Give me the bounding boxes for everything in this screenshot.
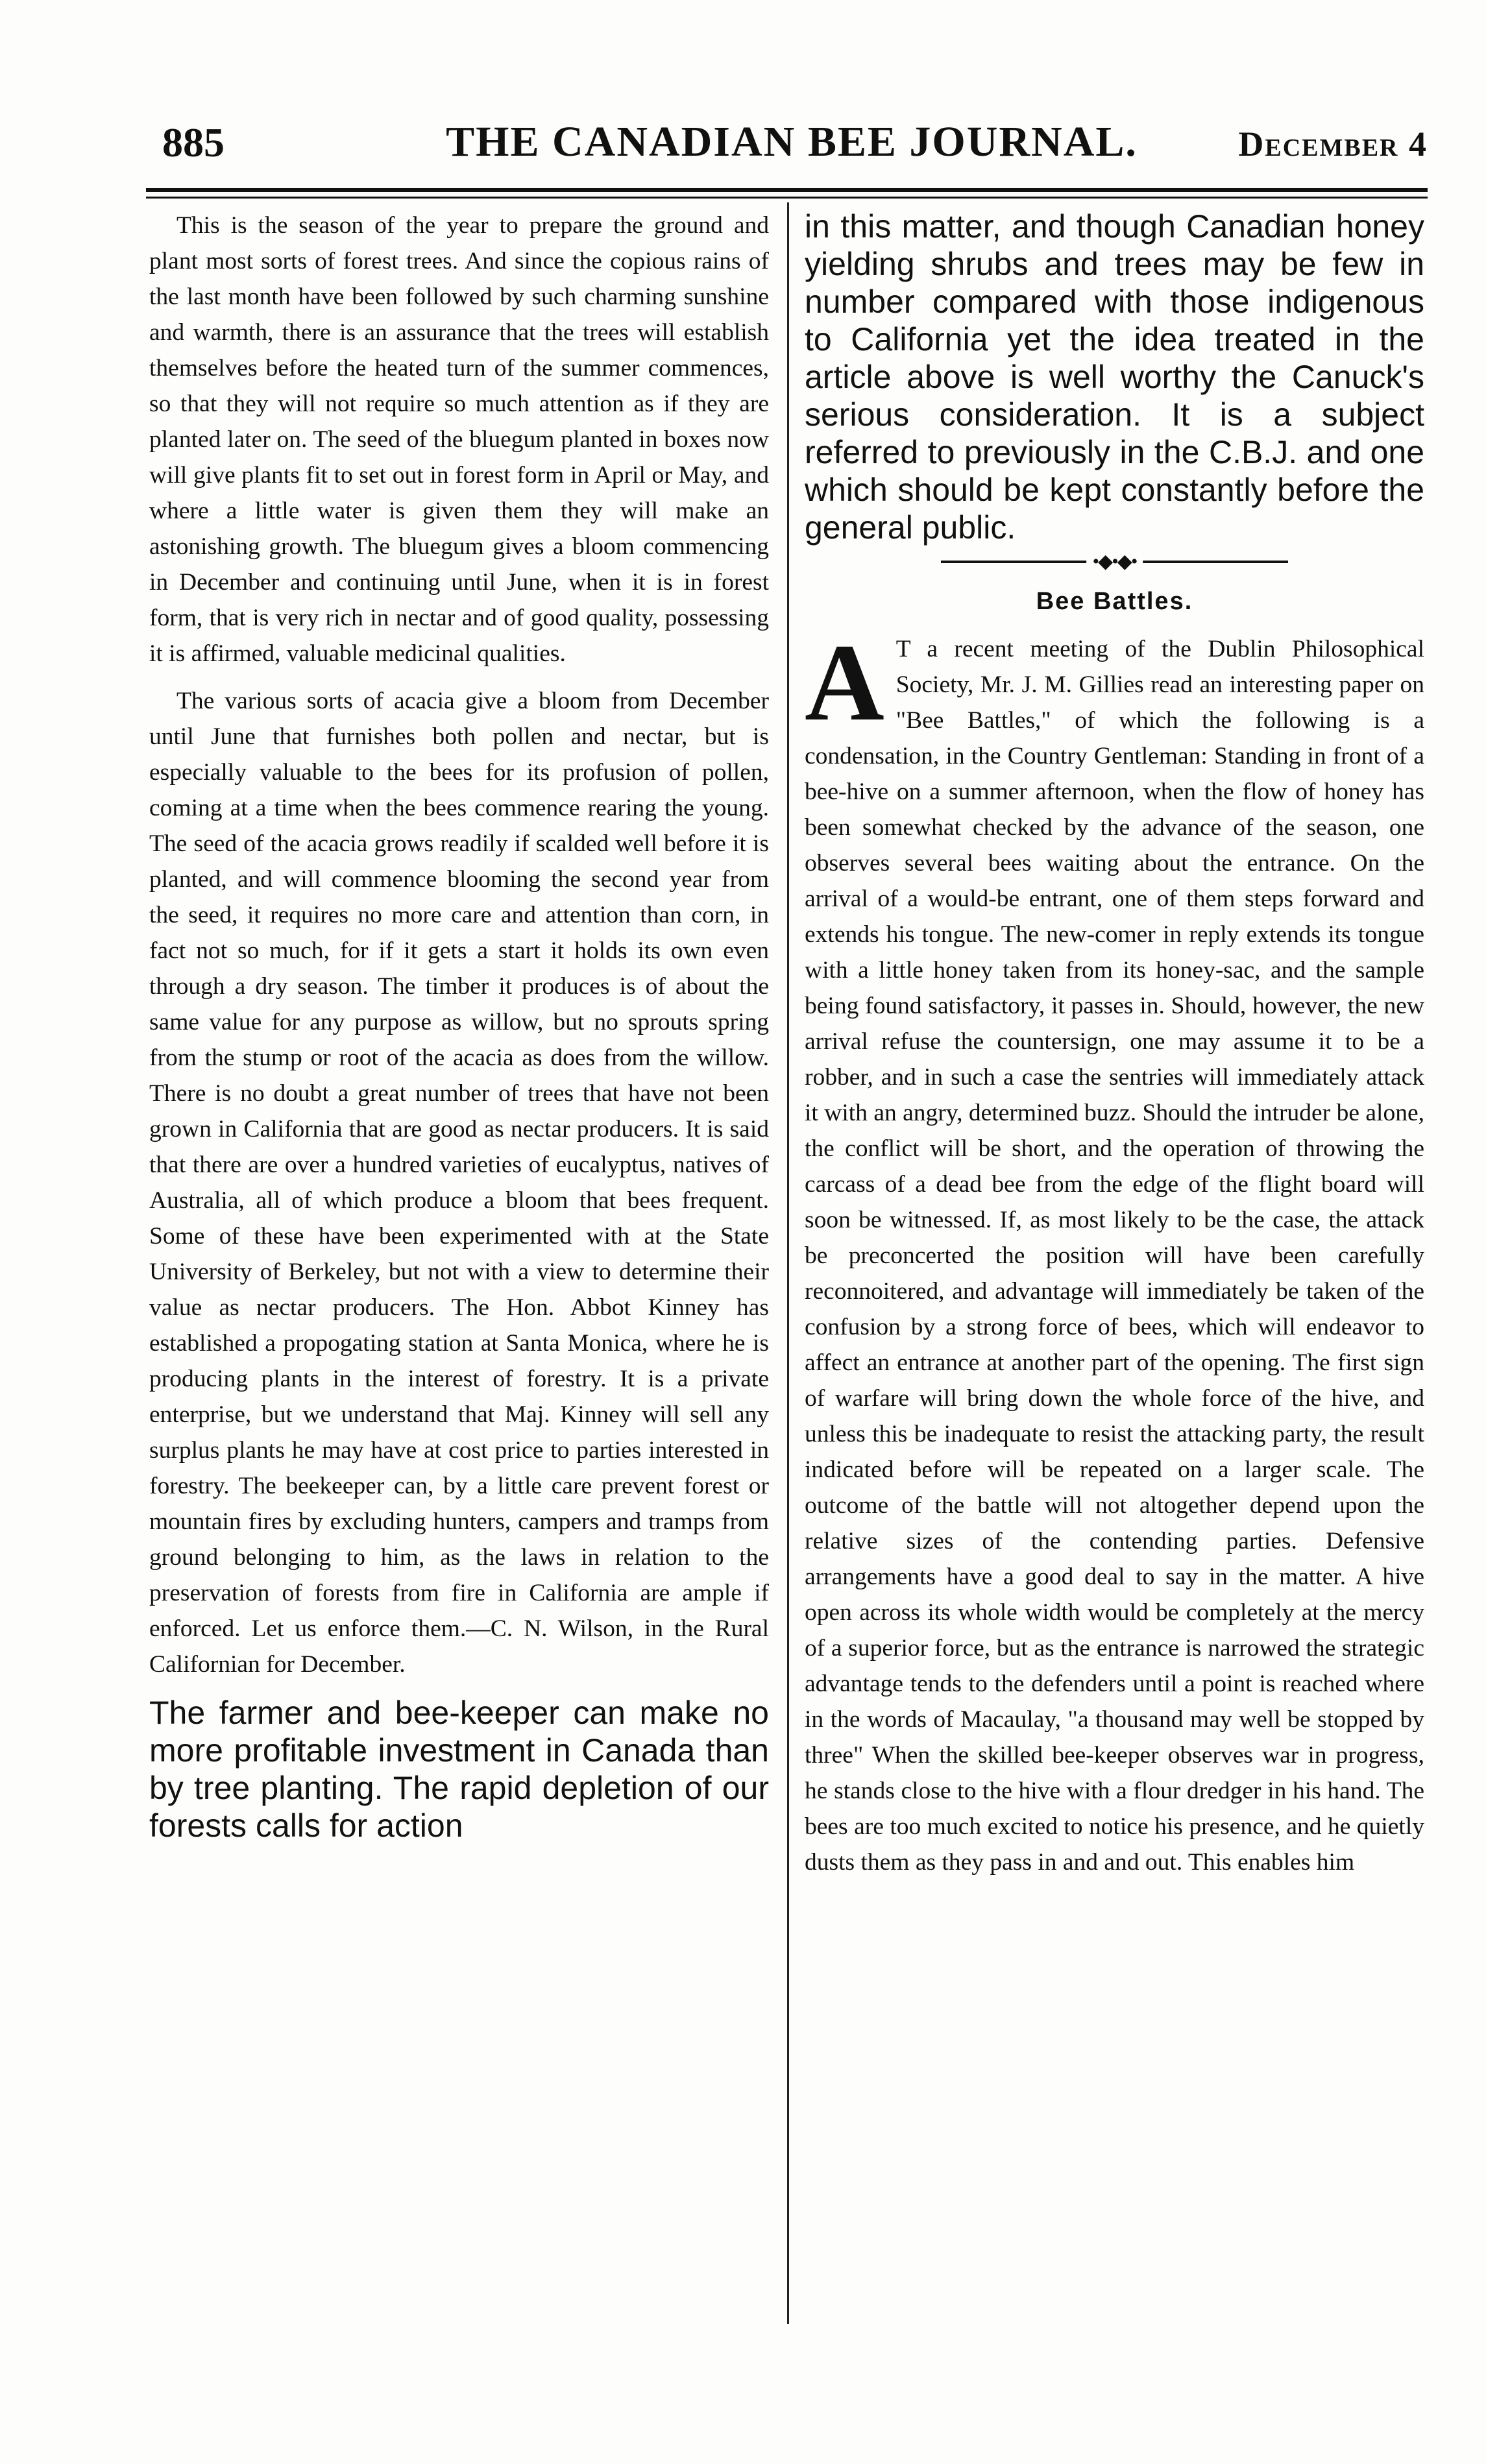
forestry-paragraph-2: The various sorts of acacia give a bloom from December until June that furnishes both pollen and nectar, but is especially valuable to the bees for its profusion of pollen, coming at a time when the bees commence rearing the young. The seed of the acacia grows readily if scalded well before it is planted, and will commence blooming the second year from the seed, it requires no more care and attention than corn, in fact not so much, for if it gets a start it holds its own even through a dry season. The timber it produces is of about the same value for any purpose as willow, but no sprouts spring from the stump or root of the acacia as does from the willow. There is no doubt a great number of trees that have not been grown in California that are good as nectar producers. It is said that there are over a hundred varieties of eucalyptus, natives of Australia, all of which produce a bloom that bees frequent. Some of these have been experimented with at the State University of Berkeley, but not with a view to determine their value as nectar producers. The Hon. Abbot Kinney has established a propogating station at Santa Monica, where he is producing plants in the interest of forestry. It is a private enterprise, but we understand that Maj. Kinney will sell any surplus plants he may have at cost price to parties interested in forestry. The beekeeper can, by a little care prevent forest or mountain fires by excluding hunters, campers and tramps from ground belonging to him, as the laws in relation to the preservation of forests from fire in California are ample if enforced. Let us enforce them.—C. N. Wilson, in the Rural Californian for December.: [149, 688, 769, 1678]
journal-title: THE CANADIAN BEE JOURNAL.: [446, 118, 1138, 165]
left-column: [149, 208, 769, 1844]
section-ornament: [805, 546, 1424, 579]
page-header: [156, 107, 1428, 185]
article-body: T a recent meeting of the Dublin Philosophical Society, Mr. J. M. Gillies read an interesting paper on "Bee Battles," of which the following is a condensation, in the Country Gentleman: Standing in front of a bee-hive on a summer afternoon, when the flow of honey has been somewhat checked by the advance of the season, one observes several bees waiting about the entrance. On the arrival of a would-be entrant, one of them steps forward and extends his tongue. The new-comer in reply extends its tongue with a little honey taken from its honey-sac, and the sample being found satisfactory, it passes in. Should, however, the new arrival refuse the countersign, one may assume it to be a robber, and in such a case the sentries will immediately attack it with an angry, determined buzz. Should the intruder be alone, the conflict will be short, and the operation of throwing the carcass of a dead bee from the edge of the flight board will soon be witnessed. If, as most likely to be the case, the attack be preconcerted the position will have been carefully reconnoitered, and advantage will immediately be taken of the confusion by a strong force of bees, which will endeavor to affect an entrance at another part of the opening. The first sign of warfare will bring down the whole force of the hive, and unless this be inadequate to resist the attacking party, the result indicated before will be repeated on a larger scale. The outcome of the battle will not altogether depend upon the relative sizes of the contending parties. Defensive arrangements have a good deal to say in the matter. A hive open across its whole width would be completely at the mercy of a superior force, but as the entrance is narrowed the strategic advantage tends to the defenders until a point is reached where in the words of Macaulay, "a thousand may well be stopped by three" When the skilled bee-keeper observes war in progress, he stands close to the hive with a flour dredger in his hand. The bees are too much excited to notice his presence, and he quietly dusts them as they pass in and and out. This enables him: [805, 636, 1424, 1876]
issue-date: December 4: [1238, 125, 1428, 163]
column-divider: [787, 202, 789, 2324]
editorial-note-continued: in this matter, and though Canadian honey yielding shrubs and trees may be few in number compared with those indigenous to California yet the idea treated in the article above is well worthy the Canuck's serious consideration. It is a subject referred to previously in the C.B.J. and one which should be kept constantly before the general public.: [805, 208, 1424, 546]
page-number: 885: [162, 119, 225, 165]
header-rule-thick: [146, 188, 1428, 192]
forestry-paragraph-1: This is the season of the year to prepare the ground and plant most sorts of forest trees. And since the copious rains of the last month have been followed by such charming sunshine and warmth, there is an assurance that the trees will establish themselves before the heated turn of the summer commences, so that they will not require so much attention as if they are planted later on. The seed of the bluegum planted in boxes now will give plants fit to set out in forest form in April or May, and where a little water is given them they will make an astonishing growth. The bluegum gives a bloom commencing in December and continuing until June, when it is in forest form, that is very rich in nectar and of good quality, possessing it is affirmed, valuable medicinal qualities.: [149, 212, 769, 667]
right-column: [805, 208, 1424, 1880]
ornament-glyph: •◆•◆•: [1086, 550, 1143, 573]
header-rule-thin: [146, 197, 1428, 199]
editorial-note-start: The farmer and bee-keeper can make no more profitable investment in Canada than by tree planting. The rapid depletion of our forests calls for action: [149, 1695, 769, 1844]
drop-cap: A: [805, 622, 884, 743]
bee-battles-article: [805, 622, 1424, 1880]
article-title: Bee Battles.: [1036, 588, 1193, 615]
